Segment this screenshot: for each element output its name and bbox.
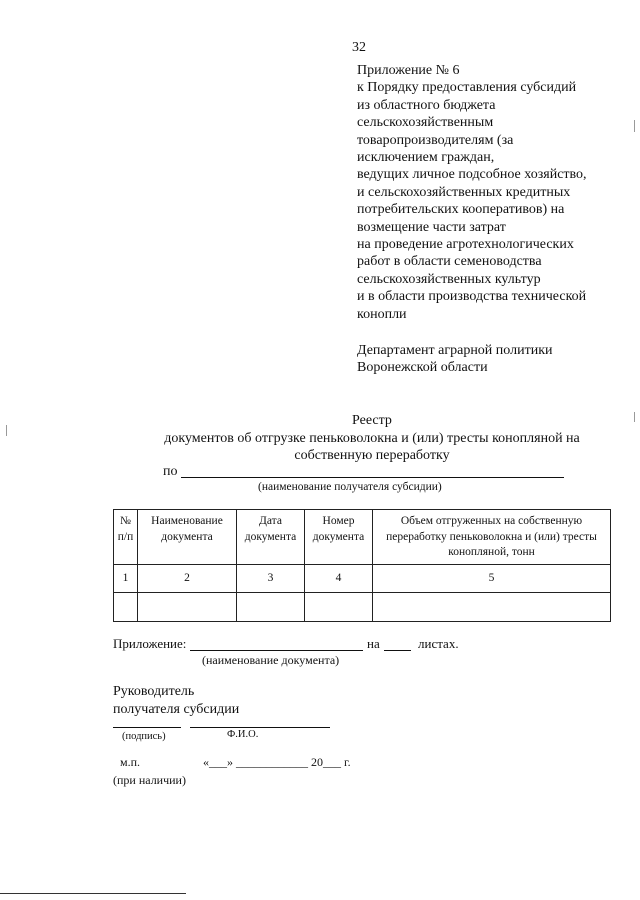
appendix-line: из областного бюджета — [357, 97, 496, 113]
column-header: Дата документа — [237, 510, 305, 565]
scan-artifact — [6, 425, 7, 436]
attachment-caption: (наименование документа) — [202, 653, 340, 667]
recipient-label: по — [163, 464, 178, 479]
registry-title-line: собственную переработку — [294, 448, 450, 464]
table-cell — [305, 593, 373, 622]
stamp-if-available-note: (при наличии) — [113, 773, 186, 787]
column-number: 5 — [373, 565, 611, 593]
date-line: «___» ____________ 20___ г. — [203, 755, 351, 769]
table-cell — [114, 593, 138, 622]
appendix-line: работ в области семеноводства — [357, 254, 542, 270]
column-number: 1 — [114, 565, 138, 593]
appendix-line: и сельскохозяйственных кредитных — [357, 184, 571, 200]
head-title-line2: получателя субсидии — [113, 702, 240, 717]
appendix-line: конопли — [357, 306, 407, 322]
column-number: 2 — [138, 565, 237, 593]
scan-artifact — [634, 412, 635, 422]
signature-caption: (подпись) — [122, 731, 166, 742]
appendix-heading — [357, 62, 587, 323]
stamp-place-label: м.п. — [120, 755, 141, 769]
attachment-sheets-label: листах. — [418, 636, 459, 651]
appendix-line: ведущих личное подсобное хозяйство, — [357, 167, 587, 183]
table-cell — [138, 593, 237, 622]
column-header: Объем отгруженных на собственную переработку пеньковолокна и (или) тресты конопляной, тонн — [373, 510, 611, 565]
registry-title — [0, 412, 640, 465]
department-block — [357, 342, 553, 377]
appendix-line: на проведение агротехнологических — [357, 237, 574, 253]
name-caption: Ф.И.О. — [227, 729, 259, 740]
head-title-line1: Руководитель — [113, 684, 195, 699]
name-blank-line — [190, 727, 330, 728]
registry-title-line: Реестр — [352, 413, 392, 428]
signature-blank-line — [113, 727, 181, 728]
appendix-line: возмещение части затрат — [357, 219, 506, 235]
recipient-caption: (наименование получателя субсидии) — [258, 481, 442, 493]
appendix-line: потребительских кооперативов) на — [357, 202, 565, 218]
page-number: 32 — [352, 40, 366, 55]
column-number: 3 — [237, 565, 305, 593]
column-number: 4 — [305, 565, 373, 593]
table-row — [114, 565, 611, 593]
appendix-line: товаропроизводителям (за — [357, 132, 514, 148]
appendix-line: исключением граждан, — [357, 150, 495, 166]
column-header: № п/п — [114, 510, 138, 565]
registry-table — [113, 509, 611, 622]
sheets-count-blank-line — [384, 650, 411, 651]
scan-artifact — [634, 120, 635, 132]
table-row — [114, 593, 611, 622]
appendix-line: и в области производства технической — [357, 289, 587, 305]
table-header-row — [114, 510, 611, 565]
appendix-line: к Порядку предоставления субсидий — [357, 80, 577, 96]
registry-title-line: документов об отгрузке пеньковолокна и (или) тресты конопляной на — [164, 430, 580, 446]
appendix-line: сельскохозяйственных культур — [357, 271, 541, 287]
appendix-line: сельскохозяйственным — [357, 115, 494, 131]
attachment-label: Приложение: — [113, 636, 187, 651]
recipient-blank-line — [181, 477, 564, 478]
attachment-blank-line — [190, 650, 363, 651]
column-header: Наименование документа — [138, 510, 237, 565]
bottom-rule — [0, 893, 186, 894]
department-line: Департамент аграрной политики — [357, 343, 553, 358]
department-line: Воронежской области — [357, 360, 488, 376]
appendix-line: Приложение № 6 — [357, 63, 460, 78]
column-header: Номер документа — [305, 510, 373, 565]
table-cell — [237, 593, 305, 622]
table-cell — [373, 593, 611, 622]
attachment-on-label: на — [367, 636, 380, 651]
